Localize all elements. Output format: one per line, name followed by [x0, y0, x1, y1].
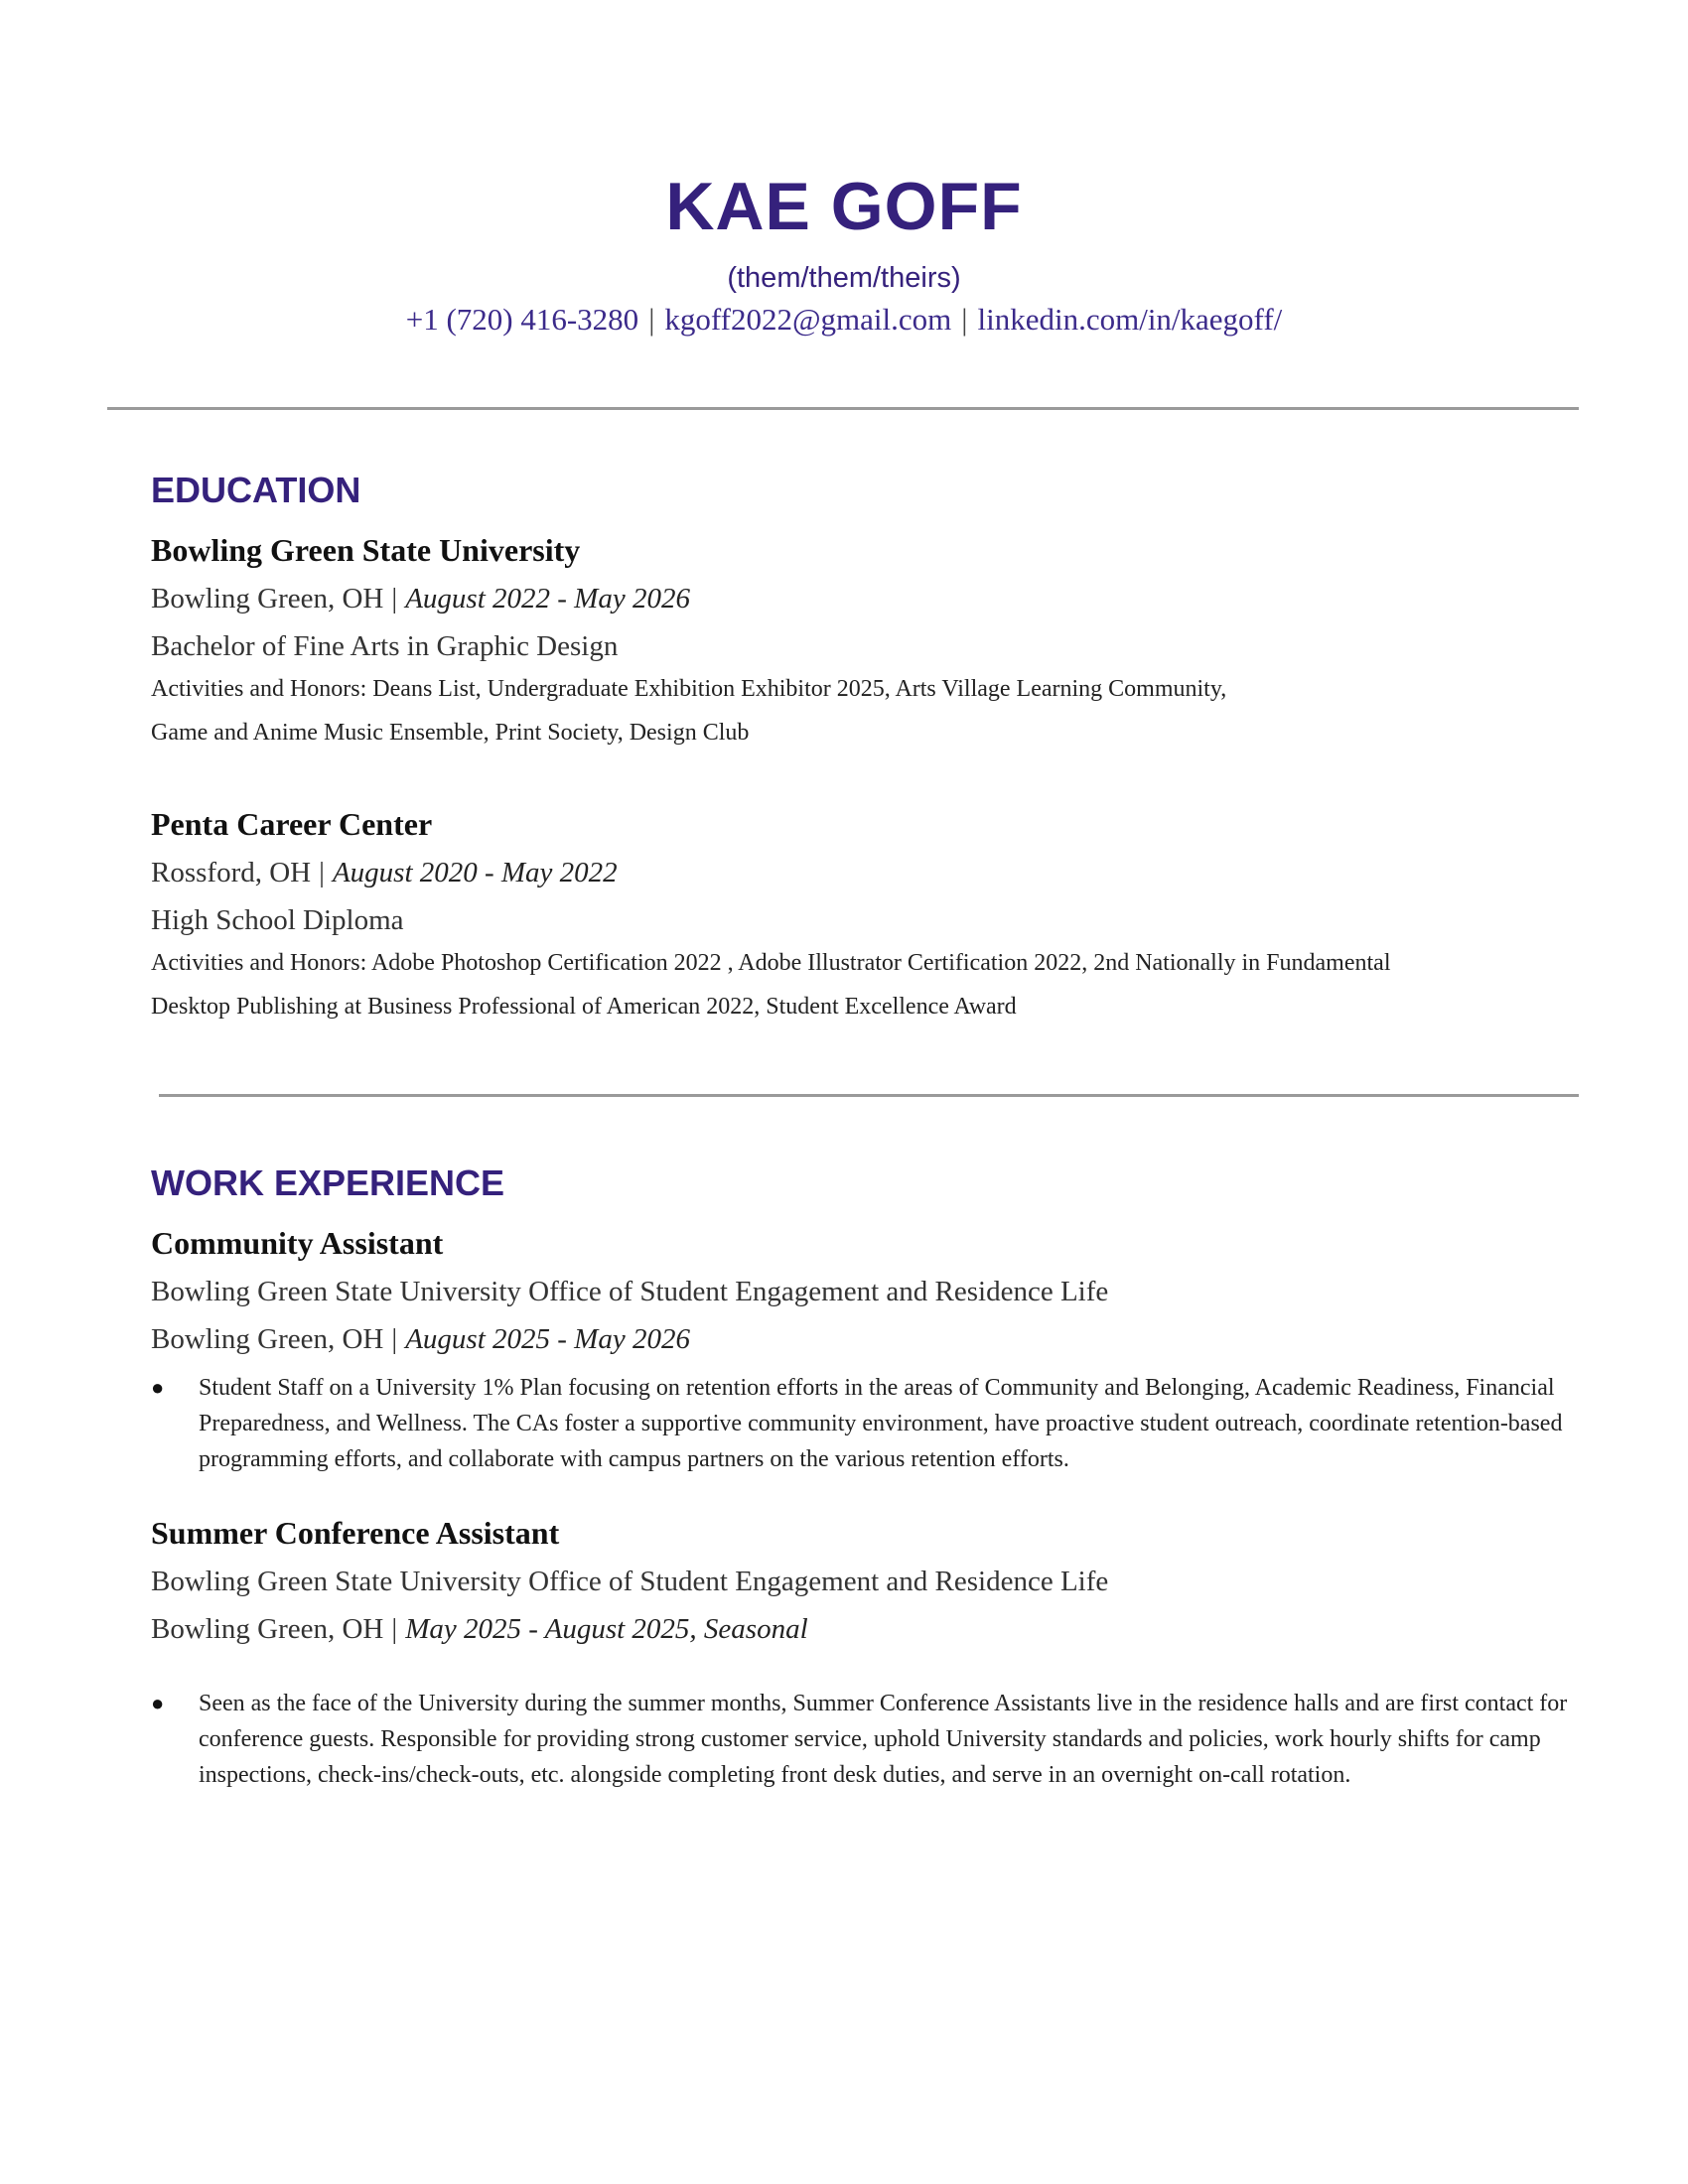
separator: |	[961, 302, 968, 337]
school-name: Bowling Green State University	[151, 532, 581, 568]
dates: August 2022 - May 2026	[405, 583, 690, 614]
dates: August 2025 - May 2026	[405, 1323, 690, 1355]
location-dates	[151, 1610, 808, 1648]
separator: |	[319, 857, 325, 888]
bullet-text: Seen as the face of the University during the summer months, Summer Conference Assistants live in the residence halls and are first contact for conference guests. Responsible for providing strong customer service, uphold University standards and policies, work hourly shifts for camp inspections, check-ins/check-outs, etc. alongside completing front desk duties, and serve in an overnight on-call rotation.	[199, 1691, 1568, 1788]
bullet-text: Student Staff on a University 1% Plan focusing on retention efforts in the areas of Community and Belonging, Academic Readiness, Financial Preparedness, and Wellness. The CAs foster a supportive community environment, have proactive student outreach, coordinate retention-based programming efforts, and collaborate with campus partners on the various retention efforts.	[199, 1375, 1563, 1472]
location: Bowling Green, OH	[151, 1613, 384, 1645]
contact-line	[0, 300, 1688, 340]
honors-line: Game and Anime Music Ensemble, Print Society, Design Club	[151, 720, 750, 746]
separator: |	[648, 302, 655, 337]
phone-link[interactable]: +1 (720) 416-3280	[405, 302, 639, 337]
organization: Bowling Green State University Office of Student Engagement and Residence Life	[151, 1276, 1109, 1307]
pronouns: (them/them/theirs)	[727, 262, 961, 294]
location-dates	[151, 580, 690, 617]
location: Rossford, OH	[151, 857, 312, 888]
section-title-work-experience: WORK EXPERIENCE	[151, 1162, 505, 1203]
separator: |	[391, 1613, 398, 1645]
location: Bowling Green, OH	[151, 583, 384, 614]
school-name: Penta Career Center	[151, 806, 433, 842]
location-dates	[151, 854, 618, 891]
honors-line: Desktop Publishing at Business Professional of American 2022, Student Excellence Award	[151, 994, 1017, 1020]
linkedin-link[interactable]: linkedin.com/in/kaegoff/	[977, 302, 1283, 337]
email-link[interactable]: kgoff2022@gmail.com	[664, 302, 952, 337]
candidate-name: KAE GOFF	[665, 169, 1023, 244]
dates: May 2025 - August 2025, Seasonal	[405, 1613, 808, 1645]
job-title: Community Assistant	[151, 1225, 444, 1261]
location-dates	[151, 1320, 690, 1358]
bullet-icon: ●	[151, 1691, 165, 1715]
degree: High School Diploma	[151, 904, 404, 936]
bullet-icon: ●	[151, 1375, 165, 1400]
separator: |	[391, 1323, 398, 1355]
job-title: Summer Conference Assistant	[151, 1515, 560, 1551]
separator: |	[391, 583, 398, 614]
section-title-education: EDUCATION	[151, 470, 361, 510]
honors-line: Activities and Honors: Adobe Photoshop Certification 2022 , Adobe Illustrator Certification 2022, 2nd Nationally in Fundamental	[151, 950, 1391, 976]
dates: August 2020 - May 2022	[332, 857, 618, 888]
divider	[107, 407, 1579, 410]
degree: Bachelor of Fine Arts in Graphic Design	[151, 630, 619, 662]
honors-line: Activities and Honors: Deans List, Undergraduate Exhibition Exhibitor 2025, Arts Village Learning Community,	[151, 676, 1227, 702]
organization: Bowling Green State University Office of Student Engagement and Residence Life	[151, 1566, 1109, 1597]
divider	[159, 1094, 1579, 1097]
location: Bowling Green, OH	[151, 1323, 384, 1355]
